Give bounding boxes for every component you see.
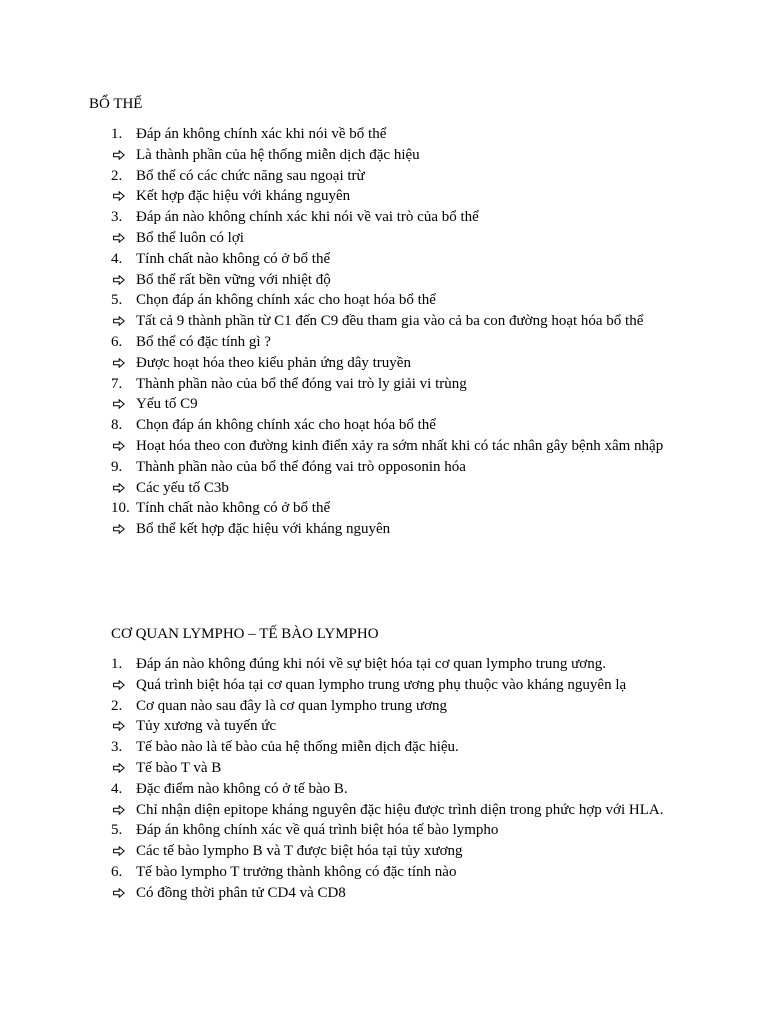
question-number: 7.	[111, 375, 123, 392]
arrow-right-icon	[113, 150, 125, 160]
question-number: 8.	[111, 417, 123, 434]
answer-item	[111, 841, 701, 862]
question-text: Bổ thể có các chức năng sau ngoại trừ	[136, 167, 365, 184]
question-text: Tế bào lympho T trưởng thành không có đặc tính nào	[136, 863, 457, 880]
question-text: Chọn đáp án không chính xác cho hoạt hóa bổ thể	[136, 417, 436, 434]
question-item	[111, 862, 701, 883]
answer-text: Các yếu tố C3b	[136, 479, 229, 496]
answer-item	[111, 436, 701, 457]
question-text: Thành phần nào của bổ thể đóng vai trò opposonin hóa	[136, 458, 466, 475]
answer-item	[111, 883, 701, 904]
question-number: 6.	[111, 863, 123, 880]
answer-item	[111, 675, 701, 696]
answer-item	[111, 270, 701, 291]
question-item	[111, 654, 701, 675]
arrow-right-icon	[113, 763, 125, 773]
question-text: Đáp án nào không chính xác khi nói về vai trò của bổ thể	[136, 209, 479, 226]
arrow-right-icon	[113, 233, 125, 243]
answer-text: Tất cả 9 thành phần từ C1 đến C9 đều tham gia vào cả ba con đường hoạt hóa bổ thể	[136, 313, 644, 330]
question-number: 4.	[111, 250, 123, 267]
question-number: 6.	[111, 333, 123, 350]
answer-text: Tủy xương và tuyến ức	[136, 718, 276, 735]
question-item	[111, 332, 701, 353]
answer-item	[111, 145, 701, 166]
answer-item	[111, 519, 701, 540]
answer-text: Là thành phần của hệ thống miễn dịch đặc hiệu	[136, 146, 420, 163]
question-number: 9.	[111, 458, 123, 475]
answer-text: Được hoạt hóa theo kiểu phản ứng dây truyền	[136, 354, 411, 371]
answer-item	[111, 478, 701, 499]
question-number: 1.	[111, 126, 123, 142]
question-number: 5.	[111, 292, 123, 309]
question-item	[111, 124, 701, 145]
question-item	[111, 696, 701, 717]
answer-text: Yếu tố C9	[136, 396, 198, 413]
answer-text: Chỉ nhận diện epitope kháng nguyên đặc hiệu được trình diện trong phức hợp với HLA.	[136, 801, 664, 818]
question-text: Đáp án không chính xác về quá trình biệt hóa tế bào lympho	[136, 822, 499, 839]
answer-text: Quá trình biệt hóa tại cơ quan lympho trung ương phụ thuộc vào kháng nguyên lạ	[136, 676, 627, 693]
question-item	[111, 290, 701, 311]
arrow-right-icon	[113, 524, 125, 534]
arrow-right-icon	[113, 399, 125, 409]
question-item	[111, 737, 701, 758]
arrow-right-icon	[113, 805, 125, 815]
question-list-co-quan-lympho	[111, 654, 701, 904]
question-text: Đáp án nào không đúng khi nói về sự biệt hóa tại cơ quan lympho trung ương.	[136, 656, 606, 672]
answer-item	[111, 353, 701, 374]
question-number: 5.	[111, 822, 123, 839]
question-text: Đặc điểm nào không có ở tế bào B.	[136, 780, 348, 797]
question-number: 4.	[111, 780, 123, 797]
question-item	[111, 498, 701, 519]
question-text: Chọn đáp án không chính xác cho hoạt hóa bổ thể	[136, 292, 436, 309]
question-text: Tính chất nào không có ở bổ thể	[136, 500, 331, 517]
question-item	[111, 820, 701, 841]
question-item	[111, 207, 701, 228]
answer-item	[111, 311, 701, 332]
arrow-right-icon	[113, 721, 125, 731]
question-text: Bổ thể có đặc tính gì ?	[136, 333, 271, 350]
answer-item	[111, 800, 701, 821]
question-number: 3.	[111, 209, 123, 226]
arrow-right-icon	[113, 888, 125, 898]
question-text: Tính chất nào không có ở bổ thể	[136, 250, 331, 267]
answer-text: Tế bào T và B	[136, 759, 222, 776]
answer-item	[111, 716, 701, 737]
arrow-right-icon	[113, 191, 125, 201]
question-item	[111, 249, 701, 270]
question-number: 1.	[111, 656, 123, 672]
section-title-bo-the: BỔ THỂ	[89, 96, 143, 112]
question-list-bo-the	[111, 124, 701, 540]
section-title-co-quan-lympho: CƠ QUAN LYMPHO – TẾ BÀO LYMPHO	[111, 626, 379, 642]
arrow-right-icon	[113, 483, 125, 493]
arrow-right-icon	[113, 275, 125, 285]
arrow-right-icon	[113, 358, 125, 368]
answer-text: Hoạt hóa theo con đường kinh điển xảy ra sớm nhất khi có tác nhân gây bệnh xâm nhập	[136, 437, 664, 454]
question-text: Tế bào nào là tế bào của hệ thống miễn dịch đặc hiệu.	[136, 739, 459, 756]
arrow-right-icon	[113, 441, 125, 451]
answer-text: Có đồng thời phân tử CD4 và CD8	[136, 884, 346, 901]
arrow-right-icon	[113, 846, 125, 856]
answer-text: Bổ thể kết hợp đặc hiệu với kháng nguyên	[136, 521, 391, 538]
answer-text: Các tế bào lympho B và T được biệt hóa tại tủy xương	[136, 843, 463, 860]
question-item	[111, 374, 701, 395]
question-number: 10.	[111, 500, 130, 517]
question-number: 3.	[111, 739, 123, 756]
answer-item	[111, 394, 701, 415]
question-item	[111, 457, 701, 478]
question-item	[111, 779, 701, 800]
answer-item	[111, 758, 701, 779]
question-text: Thành phần nào của bổ thể đóng vai trò ly giải vi trùng	[136, 375, 467, 392]
question-text: Đáp án không chính xác khi nói về bổ thể	[136, 126, 387, 142]
question-item	[111, 415, 701, 436]
arrow-right-icon	[113, 316, 125, 326]
answer-item	[111, 228, 701, 249]
question-number: 2.	[111, 167, 123, 184]
question-text: Cơ quan nào sau đây là cơ quan lympho trung ương	[136, 697, 448, 714]
answer-item	[111, 186, 701, 207]
answer-text: Bổ thể rất bền vững với nhiệt độ	[136, 271, 331, 288]
answer-text: Kết hợp đặc hiệu với kháng nguyên	[136, 188, 351, 205]
answer-text: Bổ thể luôn có lợi	[136, 229, 244, 246]
arrow-right-icon	[113, 680, 125, 690]
question-number: 2.	[111, 697, 123, 714]
question-item	[111, 166, 701, 187]
